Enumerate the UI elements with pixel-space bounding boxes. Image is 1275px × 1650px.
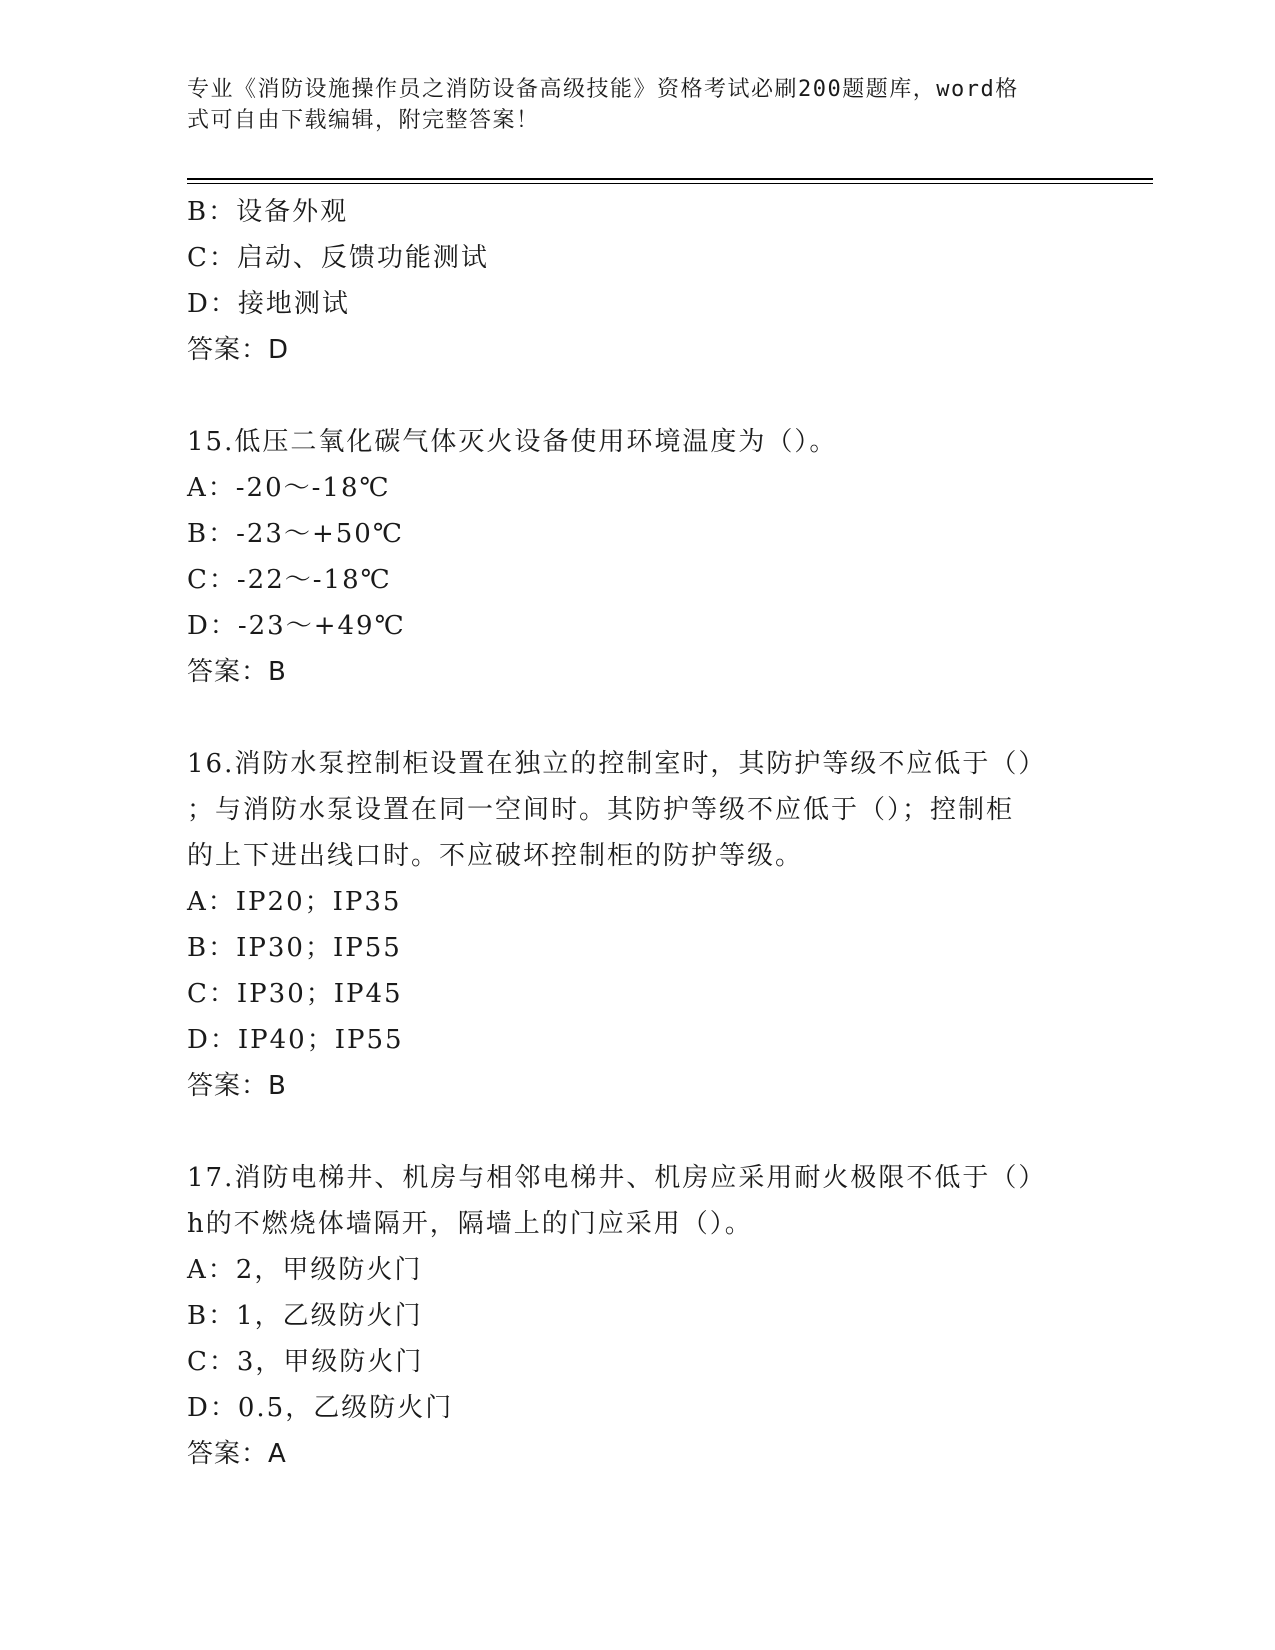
question-stem: 15.低压二氧化碳气体灭火设备使用环境温度为（）。 [187, 427, 838, 457]
option-d: D：-23～+49℃ [187, 611, 406, 641]
option-d: D：IP40；IP55 [187, 1025, 404, 1055]
spacer [187, 373, 1067, 419]
header-divider-thin [187, 183, 1153, 184]
option-b: B：设备外观 [187, 197, 349, 227]
question-stem-continued: 的上下进出线口时。不应破坏控制柜的防护等级。 [187, 841, 804, 871]
answer-line: 答案：D [187, 335, 290, 365]
answer-line: 答案：B [187, 657, 287, 687]
document-header [187, 74, 1067, 136]
question-17 [187, 1155, 1067, 1477]
question-stem-continued: ；与消防水泵设置在同一空间时。其防护等级不应低于（）；控制柜 [187, 795, 1015, 825]
question-stem: 16.消防水泵控制柜设置在独立的控制室时，其防护等级不应低于（） [187, 749, 1047, 779]
answer-line: 答案：A [187, 1439, 287, 1469]
option-a: A：2，甲级防火门 [187, 1255, 423, 1285]
option-c: C：启动、反馈功能测试 [187, 243, 489, 273]
option-d: D：0.5，乙级防火门 [187, 1393, 454, 1423]
spacer [187, 1109, 1067, 1155]
option-a: A：IP20；IP35 [187, 887, 402, 917]
header-line-2: 式可自由下载编辑，附完整答案！ [187, 108, 540, 133]
option-c: C：3，甲级防火门 [187, 1347, 424, 1377]
option-c: C：-22～-18℃ [187, 565, 392, 595]
document-body [187, 189, 1067, 1477]
option-c: C：IP30；IP45 [187, 979, 403, 1009]
option-a: A：-20～-18℃ [187, 473, 391, 503]
option-b: B：IP30；IP55 [187, 933, 402, 963]
answer-line: 答案：B [187, 1071, 287, 1101]
header-divider-thick [187, 178, 1153, 180]
spacer [187, 695, 1067, 741]
question-stem: 17.消防电梯井、机房与相邻电梯井、机房应采用耐火极限不低于（） [187, 1163, 1047, 1193]
option-b: B：-23～+50℃ [187, 519, 404, 549]
question-stem-continued: h的不燃烧体墙隔开，隔墙上的门应采用（）。 [187, 1209, 753, 1239]
option-d: D：接地测试 [187, 289, 350, 319]
question-fragment [187, 189, 1067, 373]
question-16 [187, 741, 1067, 1109]
header-line-1: 专业《消防设施操作员之消防设备高级技能》资格考试必刷200题题库，word格 [187, 77, 1019, 102]
question-15 [187, 419, 1067, 695]
option-b: B：1，乙级防火门 [187, 1301, 423, 1331]
